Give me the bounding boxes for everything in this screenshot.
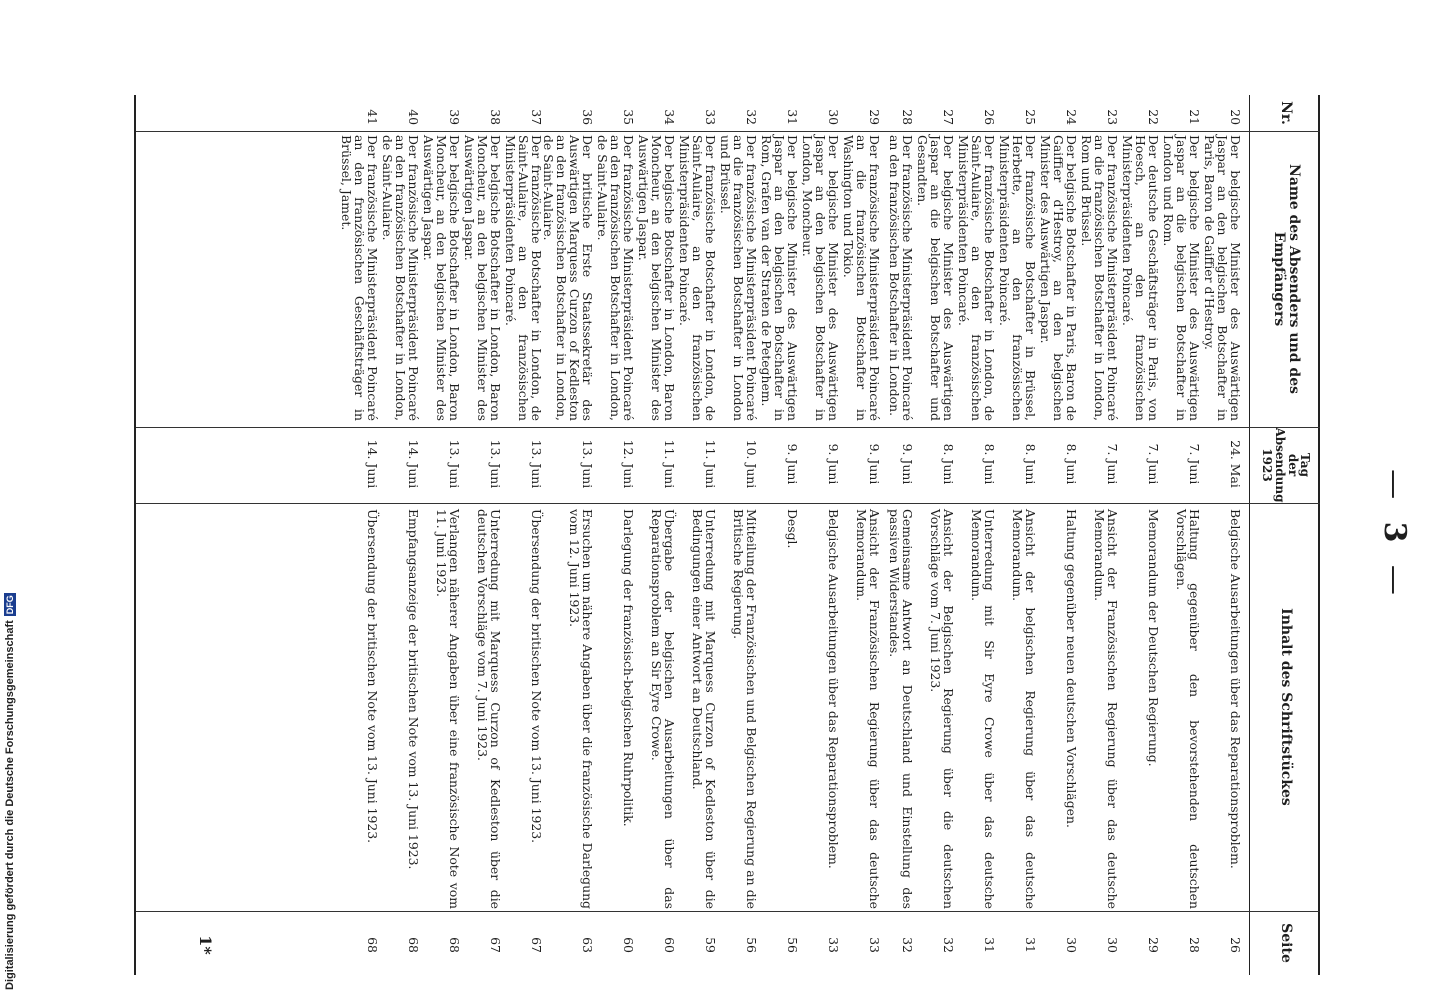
row-number: 38: [488, 109, 503, 125]
page-ref: 28: [1187, 937, 1202, 953]
send-date: 8. Juni: [982, 443, 997, 485]
table-row: [1078, 95, 1120, 975]
page-ref: 56: [785, 937, 800, 953]
row-number: 27: [941, 109, 956, 125]
page-ref: 68: [406, 937, 421, 953]
table-row: [502, 95, 544, 975]
page-ref: 31: [982, 937, 997, 953]
page-ref: 67: [529, 937, 544, 953]
document-content: Verlangen näherer Angaben über eine französische Note vom 11. Juni 1923.: [433, 509, 462, 909]
page-ref: 33: [826, 937, 841, 953]
row-number: 25: [1023, 109, 1038, 125]
send-date: 9. Juni: [867, 443, 882, 485]
send-date: 14. Juni: [406, 439, 421, 489]
table-row: [955, 95, 997, 975]
page-ref: 30: [1105, 937, 1120, 953]
row-number: 21: [1187, 109, 1202, 125]
table-row: [635, 95, 677, 975]
row-number: 40: [406, 109, 421, 125]
send-date: 7. Juni: [1187, 443, 1202, 485]
send-date: 8. Juni: [1023, 443, 1038, 485]
row-number: 30: [826, 109, 841, 125]
table-row: [379, 95, 421, 975]
page-ref: 32: [941, 937, 956, 953]
sender-recipient: Der französische Botschafter in London, de Saint-Aulaire, an den französischen Ministerpräsidenten Poincaré.: [955, 135, 997, 421]
page-number: — 3 —: [1377, 469, 1412, 601]
sender-recipient: Der belgische Minister des Auswärtigen Jaspar an den belgischen Botschafter in Paris, Baron de Gaiffier d'Hestroy.: [1201, 135, 1243, 421]
send-date: 9. Juni: [826, 443, 841, 485]
row-number: 39: [447, 109, 462, 125]
row-number: 20: [1228, 109, 1243, 125]
row-number: 33: [703, 109, 718, 125]
document-content: Unterredung mit Marquess Curzon of Kedleston über die Bedingungen einer Antwort an Deutschland.: [689, 509, 718, 909]
send-date: 7. Juni: [1146, 443, 1161, 485]
signature-mark: 1*: [196, 935, 215, 955]
send-date: 12. Juni: [621, 439, 636, 489]
sender-recipient: Der belgische Minister des Auswärtigen Jaspar an den belgischen Botschafter in Rom, Grafen van der Straten de Peteghem.: [758, 135, 800, 421]
document-content: Empfangsanzeige der britischen Note vom 13. Juni 1923.: [406, 509, 421, 870]
table-row: [717, 95, 759, 975]
page-ref: 63: [580, 937, 595, 953]
send-date: 13. Juni: [447, 439, 462, 489]
document-content: Haltung gegenüber neuen deutschen Vorschlägen.: [1064, 509, 1079, 828]
page-ref: 33: [867, 937, 882, 953]
digitization-credit: [3, 595, 17, 990]
page-ref: 26: [1228, 937, 1243, 953]
row-number: 31: [785, 109, 800, 125]
header-name: Name des Absenders und des Empfängers: [1271, 164, 1302, 394]
sender-recipient: Der französische Ministerpräsident Poincaré an den französischen Botschafter in London, de Saint-Aulaire.: [594, 135, 636, 421]
send-date: 24. Mai: [1228, 440, 1243, 488]
row-number: 41: [365, 109, 380, 125]
document-content: Belgische Ausarbeitungen über das Reparationsproblem.: [826, 509, 841, 869]
sender-recipient: Der britische Erste Staatssekretär des Auswärtigen Marquess Curzon of Kedleston an den französischen Botschafter in London, de Saint-Aulaire.: [540, 135, 595, 421]
send-date: 7. Juni: [1105, 443, 1120, 485]
document-content: Unterredung mit Sir Eyre Crowe über das deutsche Memorandum.: [968, 509, 997, 909]
document-content: Übersendung der britischen Note vom 13. Juni 1923.: [529, 509, 544, 844]
dfg-logo: DFG: [5, 595, 15, 615]
sender-recipient: Der französische Ministerpräsident Poincaré an den französischen Botschafter in London, de Saint-Aulaire.: [379, 135, 421, 421]
row-number: 23: [1105, 109, 1120, 125]
table-row: [461, 95, 503, 975]
page-ref: 68: [365, 937, 380, 953]
document-content: Desgl.: [785, 509, 800, 549]
row-number: 26: [982, 109, 997, 125]
row-number: 36: [580, 109, 595, 125]
row-number: 28: [900, 109, 915, 125]
sender-recipient: Der französische Ministerpräsident Poincaré an die französischen Botschafter in Washington und Tokio.: [840, 135, 882, 421]
page-ref: 68: [447, 937, 462, 953]
page-ref: 29: [1146, 937, 1161, 953]
document-table: [338, 95, 1242, 975]
send-date: 13. Juni: [488, 439, 503, 489]
document-content: Ansicht der Französischen Regierung über das deutsche Memorandum.: [853, 509, 882, 909]
sender-recipient: Der französische Ministerpräsident Poincaré an die französischen Botschafter in London und Brüssel.: [717, 135, 759, 421]
header-page: Seite: [1278, 923, 1295, 963]
document-content: Haltung gegenüber den bevorstehenden deutschen Vorschlägen.: [1173, 509, 1202, 909]
header-nr: Nr.: [1278, 101, 1295, 125]
table-row: [1037, 95, 1079, 975]
document-content: Ansicht der Französischen Regierung über das deutsche Memorandum.: [1091, 509, 1120, 909]
send-date: 13. Juni: [580, 439, 595, 489]
rotated-document: [100, 95, 1412, 975]
table-row: [888, 95, 914, 975]
send-date: 8. Juni: [941, 443, 956, 485]
sender-recipient: Der belgische Botschafter in London, Baron Moncheur, an den belgischen Minister des Auswärtigen Jaspar.: [461, 135, 503, 421]
page-ref: 60: [621, 937, 636, 953]
header-rule: [1249, 95, 1250, 975]
table-row: [594, 95, 636, 975]
sender-recipient: Der belgische Minister des Auswärtigen Jaspar an die belgischen Botschafter und Gesandten.: [914, 135, 956, 421]
top-rule: [1318, 95, 1320, 975]
page-ref: 60: [662, 937, 677, 953]
table-row: [420, 95, 462, 975]
document-content: Ansicht der belgischen Regierung über das deutsche Memorandum.: [1009, 509, 1038, 909]
header-content: Inhalt des Schriftstückes: [1278, 608, 1295, 806]
table-row: [840, 95, 882, 975]
document-content: Übersendung der britischen Note vom 13. Juni 1923.: [365, 509, 380, 844]
document-content: Gemeinsame Antwort an Deutschland und Einstellung des passiven Widerstandes.: [886, 509, 915, 909]
page-ref: 59: [703, 937, 718, 953]
page-ref: 30: [1064, 937, 1079, 953]
header-date: Tag der Absendung 1923: [1260, 427, 1313, 503]
table-row: [758, 95, 800, 975]
row-number: 29: [867, 109, 882, 125]
document-content: Belgische Ausarbeitungen über das Reparationsproblem.: [1228, 509, 1243, 869]
page-ref: 67: [488, 937, 503, 953]
document-content: Ansicht der Belgischen Regierung über die deutschen Vorschläge vom 7. Juni 1923.: [927, 509, 956, 909]
row-number: 34: [662, 109, 677, 125]
table-row: [1160, 95, 1202, 975]
send-date: 13. Juni: [529, 439, 544, 489]
sender-recipient: Der französische Botschafter in London, de Saint-Aulaire, an den französischen Ministerpräsidenten Poincaré.: [502, 135, 544, 421]
table-row: [914, 95, 956, 975]
row-number: 35: [621, 109, 636, 125]
sender-recipient: Der französische Ministerpräsident Poincaré an den französischen Geschäftsträger in Brüssel, Jamet.: [338, 135, 380, 421]
document-content: Mitteilung der Französischen und Belgischen Regierung an die Britische Regierung.: [730, 509, 759, 909]
send-date: 14. Juni: [365, 439, 380, 489]
row-number: 24: [1064, 109, 1079, 125]
page-ref: 32: [900, 937, 915, 953]
send-date: 11. Juni: [662, 439, 677, 489]
table-row: [996, 95, 1038, 975]
sender-recipient: Der belgische Botschafter in London, Baron Moncheur, an den belgischen Minister des Auswärtigen Jaspar.: [635, 135, 677, 421]
table-row: [540, 95, 595, 975]
bottom-rule: [134, 95, 136, 975]
row-number: 22: [1146, 109, 1161, 125]
document-content: Darlegung der französisch-belgischen Ruhrpolitik.: [621, 509, 636, 827]
sender-recipient: Der deutsche Geschäftsträger in Paris, von Hoesch, an den französischen Ministerpräsidenten Poincaré.: [1119, 135, 1161, 421]
send-date: 9. Juni: [785, 443, 800, 485]
send-date: 8. Juni: [1064, 443, 1079, 485]
page-ref: 56: [744, 937, 759, 953]
document-content: Unterredung mit Marquess Curzon of Kedleston über die deutschen Vorschläge vom 7. Juni 1923.: [474, 509, 503, 909]
document-content: Memorandum der Deutschen Regierung.: [1146, 509, 1161, 767]
table-row: [1201, 95, 1243, 975]
sender-recipient: Der französische Ministerpräsident Poincaré an die französischen Botschafter in London, Rom und Brüssel.: [1078, 135, 1120, 421]
send-date: 11. Juni: [703, 439, 718, 489]
sender-recipient: Der französische Botschafter in Brüssel, Herbette, an den französischen Ministerpräsidenten Poincaré.: [996, 135, 1038, 421]
sender-recipient: Der belgische Botschafter in Paris, Baron de Gaiffier d'Hestroy, an den belgischen Minister des Auswärtigen Jaspar.: [1037, 135, 1079, 421]
send-date: 9. Juni: [900, 443, 915, 485]
row-number: 37: [529, 109, 544, 125]
credit-text: Digitalisierung gefördert durch die Deutsche Forschungsgemeinschaft: [4, 620, 16, 990]
sender-recipient: Der belgische Minister des Auswärtigen Jaspar an den belgischen Botschafter in London, Moncheur.: [799, 135, 841, 421]
table-row: [338, 95, 380, 975]
sender-recipient: Der belgische Minister des Auswärtigen Jaspar an die belgischen Botschafter in London und Rom.: [1160, 135, 1202, 421]
send-date: 10. Juni: [744, 439, 759, 489]
table-row: [1119, 95, 1161, 975]
document-content: Übergabe der belgischen Ausarbeitungen über das Reparationsproblem an Sir Eyre Crowe.: [648, 509, 677, 909]
table-row: [799, 95, 841, 975]
sender-recipient: Der französische Botschafter in London, de Saint-Aulaire, an den französischen Ministerpräsidenten Poincaré.: [676, 135, 718, 421]
sender-recipient: Der belgische Botschafter in London, Baron Moncheur, an den belgischen Minister des Auswärtigen Jaspar.: [420, 135, 462, 421]
table-row: [676, 95, 718, 975]
sender-recipient: Der französische Ministerpräsident Poincaré an den französischen Botschafter in London.: [886, 135, 915, 421]
document-content: Ersuchen um nähere Angaben über die französische Darlegung vom 12. Juni 1923.: [566, 509, 595, 909]
page-ref: 31: [1023, 937, 1038, 953]
row-number: 32: [744, 109, 759, 125]
